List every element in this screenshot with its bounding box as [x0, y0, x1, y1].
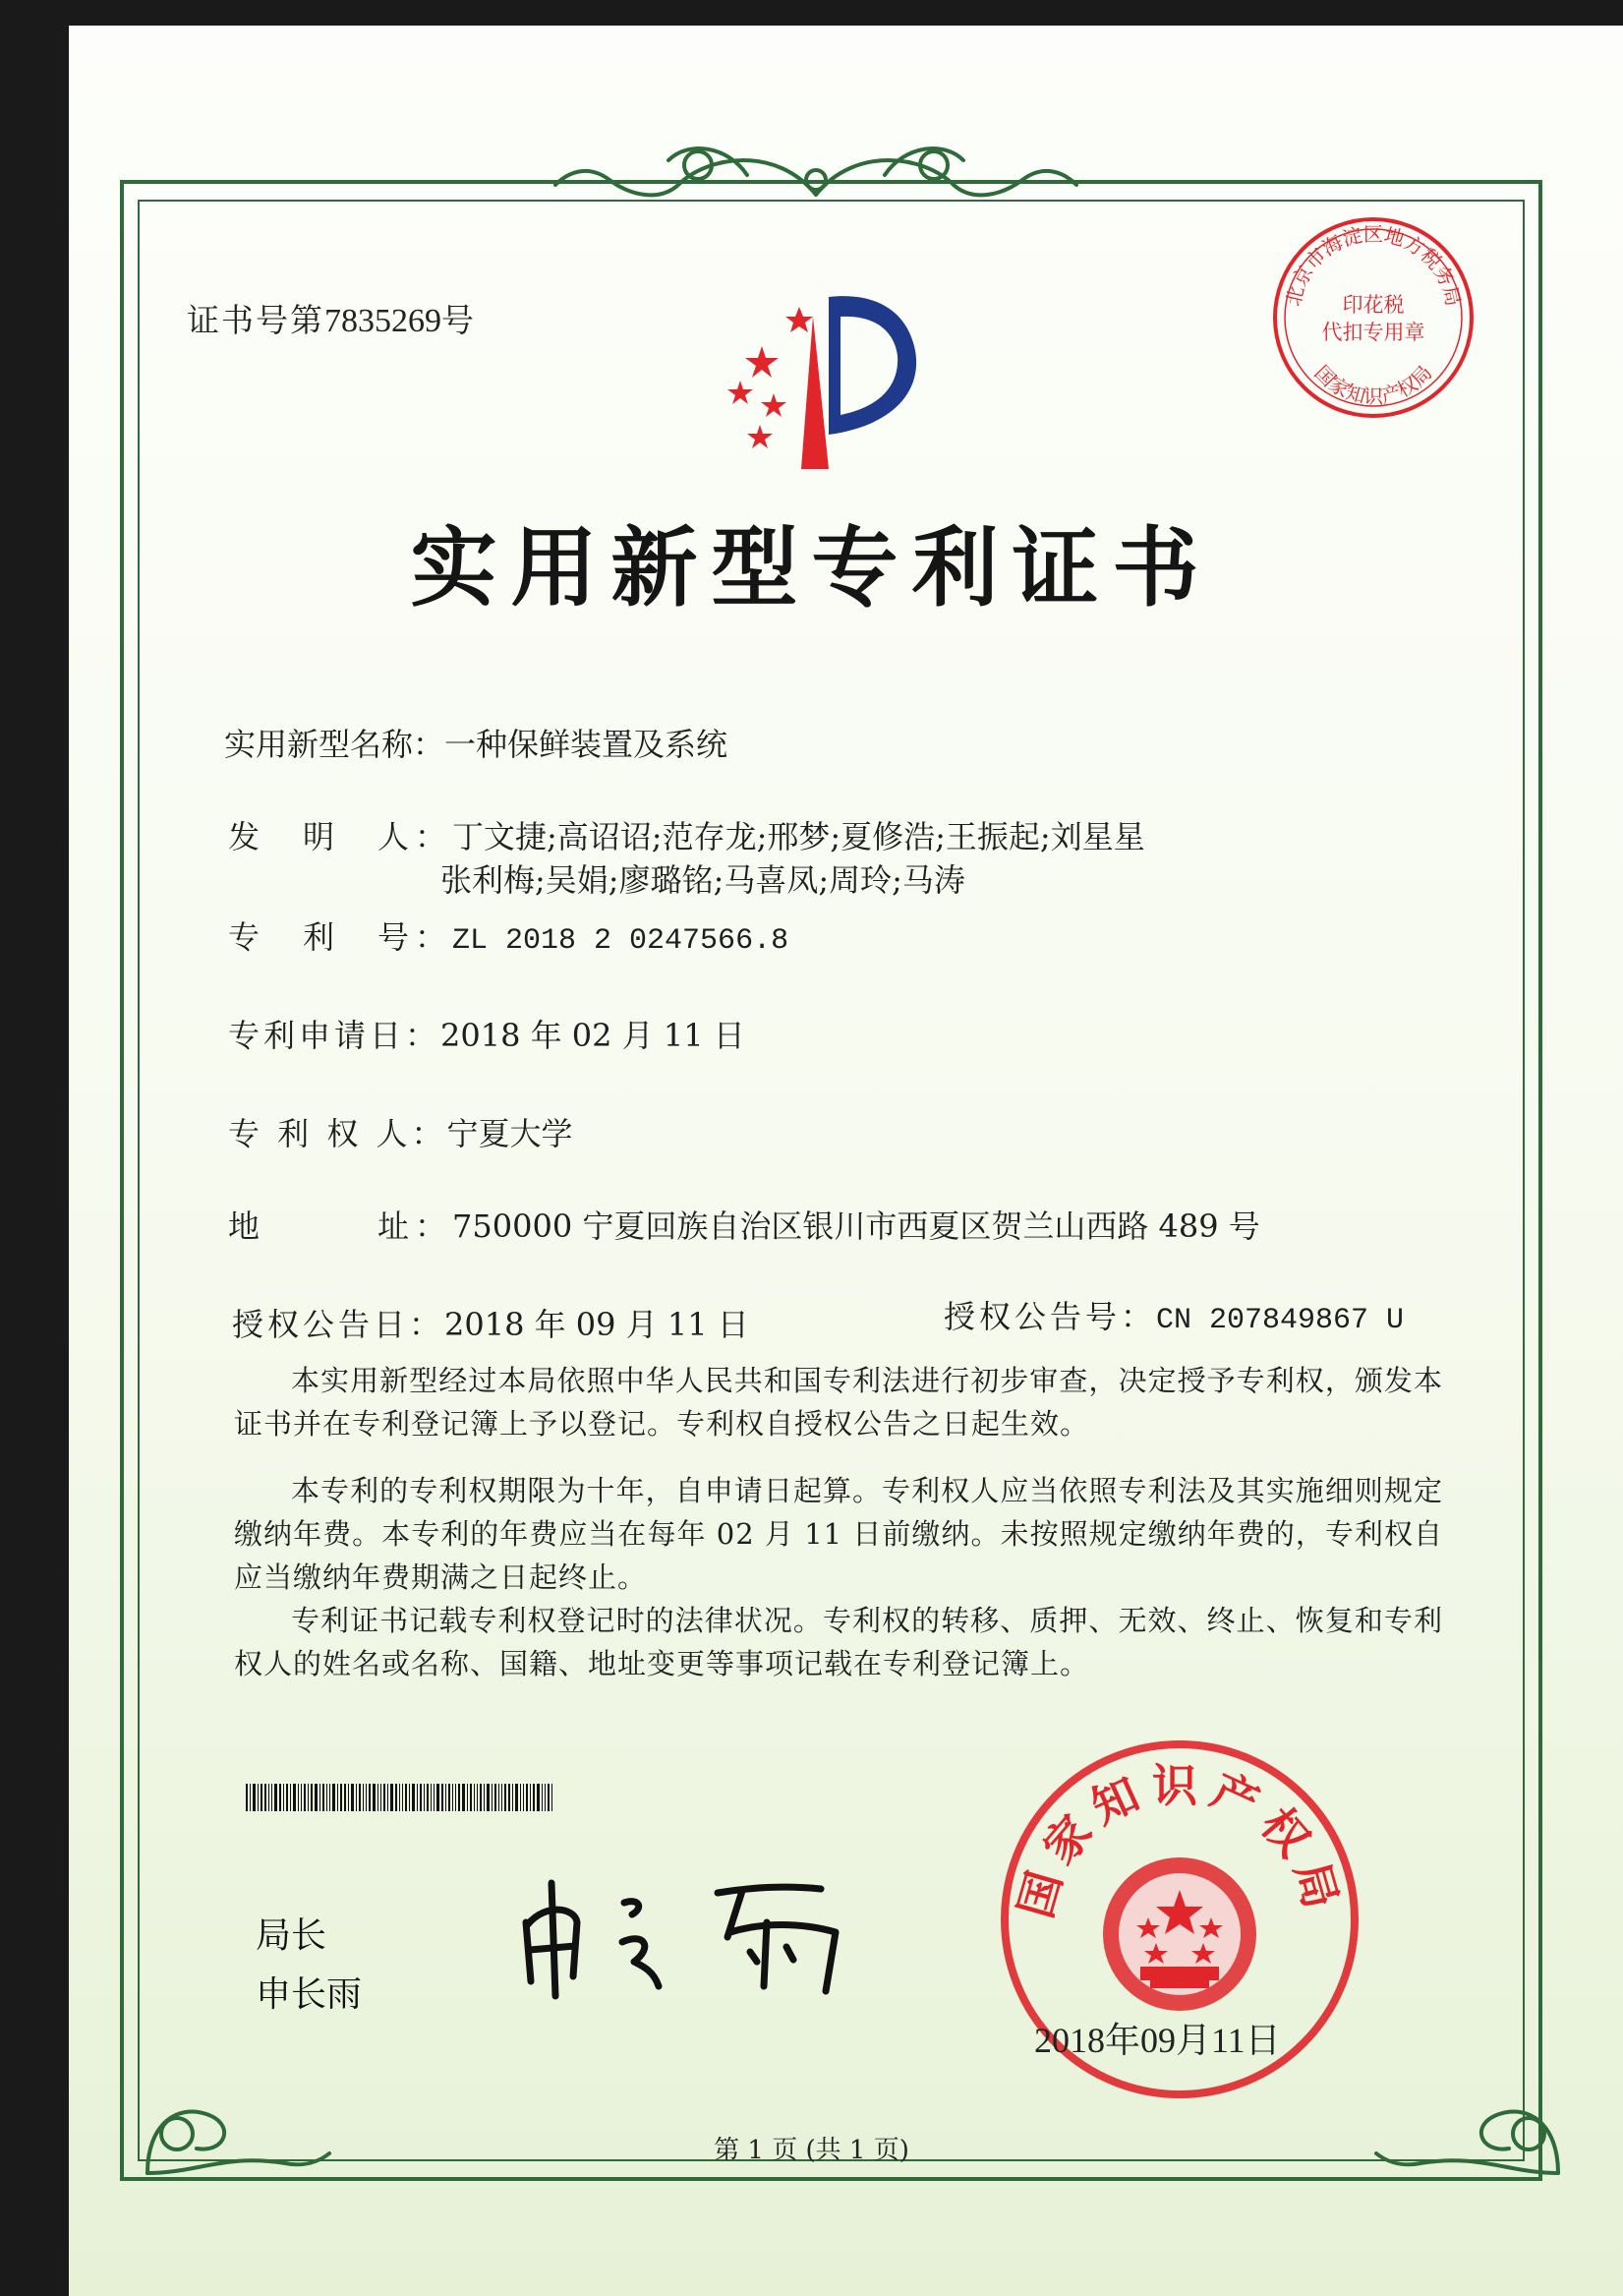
paragraph-2: 本专利的专利权期限为十年，自申请日起算。专利权人应当依照专利法及其实施细则规定缴纳年费。本专利的年费应当在每年 02 月 11 日前缴纳。未按照规定缴纳年费的，专利权自应当缴纳年费期满之日起终止。	[234, 1474, 1443, 1594]
patent-number-label: 专 利 号：	[228, 918, 453, 956]
svg-text:国家知识产权局	[1310, 361, 1437, 408]
tax-stamp-line1: 印花税	[1342, 293, 1405, 317]
barcode-bar	[405, 1784, 407, 1811]
barcode-bar	[512, 1784, 513, 1811]
barcode-bar	[304, 1784, 306, 1811]
barcode-bar	[279, 1784, 281, 1811]
barcode-bar	[301, 1784, 302, 1811]
field-inventors	[228, 812, 1145, 857]
tax-stamp-outer-text: 北京市海淀区地方税务局	[1281, 222, 1466, 309]
signer-name: 申长雨	[256, 1974, 363, 2015]
barcode-bar	[526, 1784, 528, 1811]
barcode-bar	[523, 1784, 524, 1811]
barcode-bar	[377, 1784, 378, 1811]
signer-title: 局长	[256, 1915, 327, 1956]
barcode-bar	[264, 1784, 266, 1811]
page-number: 第 1 页 (共 1 页)	[714, 2136, 909, 2165]
barcode-bar	[308, 1784, 309, 1811]
paragraph-3: 专利证书记载专利权登记时的法律状况。专利权的转移、质押、无效、终止、恢复和专利权人的姓名或名称、国籍、地址变更等事项记载在专利登记簿上。	[234, 1604, 1443, 1680]
barcode-bar	[315, 1784, 318, 1811]
barcode-bar	[369, 1784, 371, 1811]
barcode-bar	[492, 1784, 493, 1811]
barcode-bar	[420, 1784, 422, 1811]
barcode-bar	[290, 1784, 291, 1811]
barcode-bar	[359, 1784, 361, 1811]
grant-date-label: 授权公告日：	[232, 1306, 445, 1343]
top-ornament	[551, 126, 1081, 214]
field-patent-number	[228, 913, 788, 958]
inventors-line1: 丁文捷;高诏诏;范存龙;邢梦;夏修浩;王振起;刘星星	[452, 818, 1145, 855]
field-address	[228, 1202, 1260, 1247]
barcode-bar	[448, 1784, 450, 1811]
barcode-bar	[274, 1784, 277, 1811]
barcode-bar	[520, 1784, 521, 1811]
barcode-bar	[390, 1784, 393, 1811]
barcode-bar	[356, 1784, 357, 1811]
barcode-bar	[395, 1784, 397, 1811]
barcode-bar	[545, 1784, 546, 1811]
certificate-number-value: 7835269	[324, 303, 441, 339]
patent-office-logo	[703, 277, 939, 474]
barcode-bar	[548, 1784, 550, 1811]
field-grant-date	[232, 1300, 749, 1345]
barcode-bar	[480, 1784, 482, 1811]
barcode-bar	[283, 1784, 284, 1811]
barcode-bar	[293, 1784, 296, 1811]
barcode-bar	[373, 1784, 376, 1811]
barcode-bar	[253, 1784, 256, 1811]
barcode-bar	[319, 1784, 320, 1811]
barcode-bar	[326, 1784, 327, 1811]
barcode-bar	[498, 1784, 499, 1811]
certificate-number-suffix: 号	[441, 301, 476, 339]
barcode-bar	[431, 1784, 432, 1811]
barcode-bar	[399, 1784, 400, 1811]
barcode-bar	[462, 1784, 465, 1811]
barcode-bar	[455, 1784, 456, 1811]
barcode-bar	[494, 1784, 496, 1811]
barcode-bar	[530, 1784, 531, 1811]
field-utility-model-name	[224, 720, 727, 765]
seal-text: 国家知识产权局	[1008, 1759, 1352, 1924]
address-label: 地 址：	[228, 1207, 453, 1245]
barcode-bar	[271, 1784, 272, 1811]
barcode-bar	[329, 1784, 330, 1811]
filing-date-value: 2018 年 02 月 11 日	[440, 1017, 745, 1054]
barcode-bar	[504, 1784, 506, 1811]
field-inventors-line2	[440, 855, 965, 901]
barcode-bar	[383, 1784, 385, 1811]
name-value: 一种保鲜装置及系统	[444, 726, 728, 763]
tax-stamp-bottom-text: 国家知识产权局	[1309, 360, 1437, 408]
inventors-line2: 张利梅;吴娟;廖璐铭;马喜凤;周玲;马涛	[440, 861, 965, 899]
barcode-bar	[344, 1784, 346, 1811]
filing-date-label: 专利申请日：	[228, 1017, 441, 1054]
barcode-bar	[515, 1784, 518, 1811]
barcode-bar	[412, 1784, 415, 1811]
barcode-bar	[363, 1784, 364, 1811]
barcode-bar	[533, 1784, 535, 1811]
patent-number-value: ZL 2018 2 0247566.8	[452, 924, 789, 958]
barcode-bar	[484, 1784, 485, 1811]
barcode-bar	[311, 1784, 313, 1811]
grant-number-label: 授权公告号：	[944, 1298, 1157, 1335]
barcode-bar	[487, 1784, 490, 1811]
name-label: 实用新型名称：	[224, 726, 445, 763]
barcode-bar	[409, 1784, 410, 1811]
barcode-bar	[351, 1784, 354, 1811]
barcode-bar	[332, 1784, 335, 1811]
barcode-bar	[436, 1784, 439, 1811]
barcode-bar	[246, 1784, 248, 1811]
certificate-title: 实用新型专利证书	[410, 516, 1213, 618]
barcode-bar	[366, 1784, 367, 1811]
barcode-bar	[474, 1784, 475, 1811]
barcode-bar	[348, 1784, 349, 1811]
national-emblem-icon	[1103, 1857, 1256, 2011]
grant-date-value: 2018 年 09 月 11 日	[444, 1306, 749, 1343]
field-filing-date	[228, 1011, 745, 1056]
barcode-bar	[250, 1784, 251, 1811]
barcode-bar	[268, 1784, 269, 1811]
field-grant-number	[944, 1292, 1404, 1337]
barcode-bar	[445, 1784, 446, 1811]
barcode-bar	[340, 1784, 342, 1811]
patentee-value: 宁夏大学	[446, 1115, 573, 1152]
barcode-bar	[508, 1784, 510, 1811]
barcode-bar	[424, 1784, 425, 1811]
barcode-bar	[427, 1784, 429, 1811]
barcode-bar	[542, 1784, 543, 1811]
patentee-label: 专 利 权 人：	[228, 1115, 447, 1152]
barcode-bar	[402, 1784, 403, 1811]
barcode-bar	[286, 1784, 288, 1811]
certificate-number	[187, 295, 476, 341]
tax-stamp	[1260, 202, 1486, 428]
barcode-bar	[452, 1784, 453, 1811]
barcode-bar	[417, 1784, 418, 1811]
barcode-bar	[434, 1784, 435, 1811]
handwritten-signature	[506, 1863, 860, 2001]
paragraph-1: 本实用新型经过本局依照中华人民共和国专利法进行初步审查，决定授予专利权，颁发本证书并在专利登记簿上予以登记。专利权自授权公告之日起生效。	[234, 1364, 1443, 1441]
inventors-label: 发 明 人：	[228, 818, 453, 855]
barcode-bar	[477, 1784, 478, 1811]
barcode-bar	[470, 1784, 472, 1811]
barcode-bar	[298, 1784, 299, 1811]
address-value: 750000 宁夏回族自治区银川市西夏区贺兰山西路 489 号	[452, 1207, 1260, 1245]
seal-date: 2018年09月11日	[1034, 2021, 1281, 2060]
field-patentee	[228, 1109, 573, 1154]
barcode-bar	[258, 1784, 259, 1811]
barcode-bar	[501, 1784, 502, 1811]
barcode-bar	[458, 1784, 460, 1811]
barcode-bar	[537, 1784, 540, 1811]
barcode-bar	[380, 1784, 381, 1811]
barcode-bar	[467, 1784, 468, 1811]
grant-number-value: CN 207849867 U	[1156, 1304, 1405, 1337]
tax-stamp-line2: 代扣专用章	[1321, 321, 1425, 344]
barcode-bar	[322, 1784, 324, 1811]
barcode	[246, 1784, 649, 1811]
barcode-bar	[337, 1784, 338, 1811]
barcode-bar	[261, 1784, 262, 1811]
barcode-bar	[441, 1784, 443, 1811]
certificate-number-label: 证书号第	[187, 301, 324, 339]
barcode-bar	[551, 1784, 552, 1811]
barcode-bar	[387, 1784, 388, 1811]
